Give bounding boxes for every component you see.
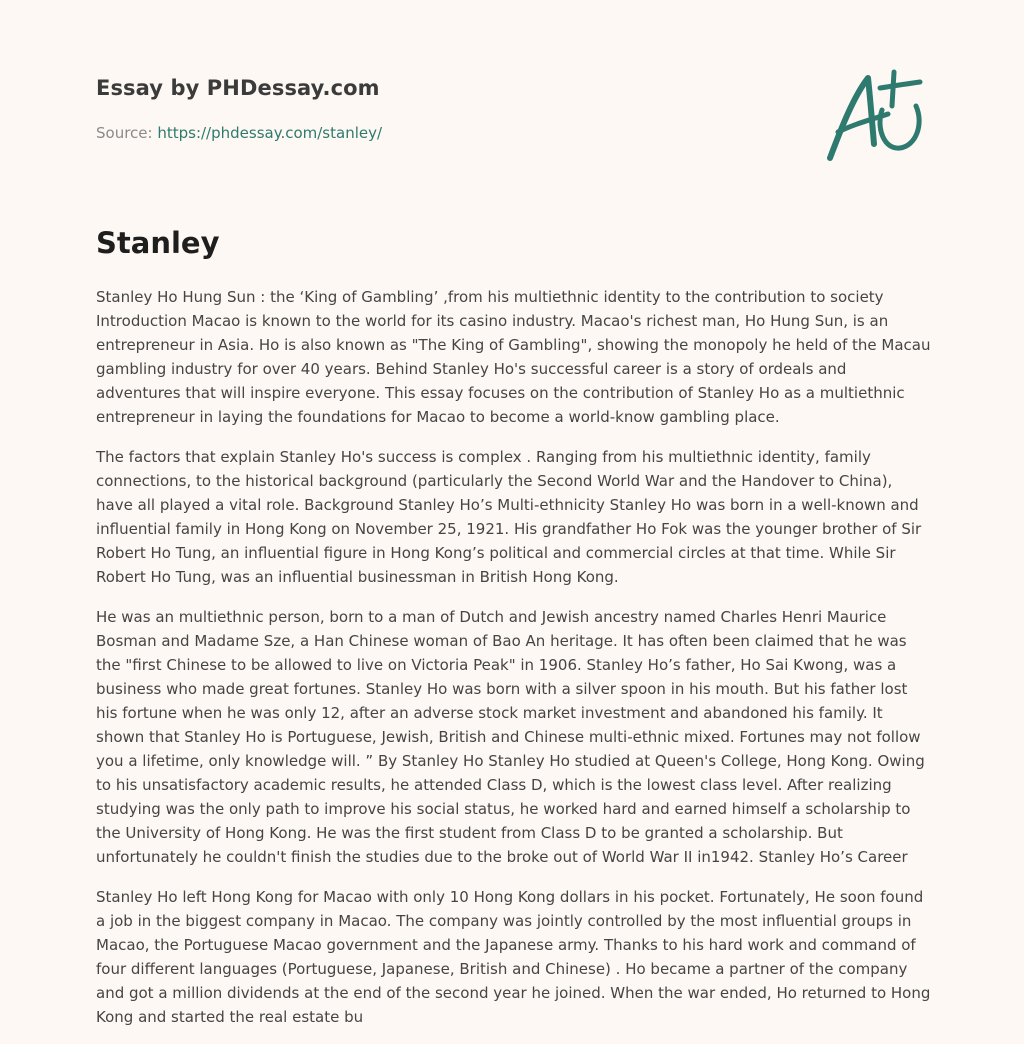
- source-link[interactable]: https://phdessay.com/stanley/: [157, 124, 383, 142]
- essay-paragraph: Stanley Ho Hung Sun : the ‘King of Gambling’ ,from his multiethnic identity to the contribution to society Introduction Macao is known to the world for its casino industry. Macao's richest man, Ho Hung Sun, is an entrepreneur in Asia. Ho is also known as "The King of Gambling", showing the monopoly he held of the Macau gambling industry for over 40 years. Behind Stanley Ho's successful career is a story of ordeals and adventures that will inspire everyone. This essay focuses on the contribution of Stanley Ho as a multiethnic entrepreneur in laying the foundations for Macao to become a world-know gambling place.: [96, 288, 931, 426]
- a-plus-logo-icon: [820, 66, 930, 166]
- source-label: Source:: [96, 124, 158, 142]
- source-line: [96, 124, 382, 142]
- essay-body: [96, 285, 932, 1044]
- essay-paragraph: He was an multiethnic person, born to a man of Dutch and Jewish ancestry named Charles Henri Maurice Bosman and Madame Sze, a Han Chinese woman of Bao An heritage. It has often been claimed that he was the "first Chinese to be allowed to live on Victoria Peak" in 1906. Stanley Ho’s father, Ho Sai Kwong, was a business who made great fortunes. Stanley Ho was born with a silver spoon in his mouth. But his father lost his fortune when he was only 12, after an adverse stock market investment and abandoned his family. It shown that Stanley Ho is Portuguese, Jewish, British and Chinese multi-ethnic mixed. Fortunes may not follow you a lifetime, only knowledge will. ” By Stanley Ho Stanley Ho studied at Queen's College, Hong Kong. Owing to his unsatisfactory academic results, he attended Class D, which is the lowest class level. After realizing studying was the only path to improve his social status, he worked hard and earned himself a scholarship to the University of Hong Kong. He was the first student from Class D to be granted a scholarship. But unfortunately he couldn't finish the studies due to the broke out of World War II in1942. Stanley Ho’s Career: [96, 608, 925, 866]
- site-title: Essay by PHDessay.com: [96, 76, 380, 100]
- essay-title: Stanley: [96, 226, 220, 260]
- essay-paragraph: Stanley Ho left Hong Kong for Macao with only 10 Hong Kong dollars in his pocket. Fortunately, He soon found a job in the biggest company in Macao. The company was jointly controlled by the most influential groups in Macao, the Portuguese Macao government and the Japanese army. Thanks to his hard work and command of four different languages (Portuguese, Japanese, British and Chinese) . Ho became a partner of the company and got a million dividends at the end of the second year he joined. When the war ended, Ho returned to Hong Kong and started the real estate bu: [96, 888, 931, 1026]
- essay-paragraph: The factors that explain Stanley Ho's success is complex . Ranging from his multiethnic identity, family connections, to the historical background (particularly the Second World War and the Handover to China), have all played a vital role. Background Stanley Ho’s Multi-ethnicity Stanley Ho was born in a well-known and influential family in Hong Kong on November 25, 1921. His grandfather Ho Fok was the younger brother of Sir Robert Ho Tung, an influential figure in Hong Kong’s political and commercial circles at that time. While Sir Robert Ho Tung, was an influential businessman in British Hong Kong.: [96, 448, 922, 586]
